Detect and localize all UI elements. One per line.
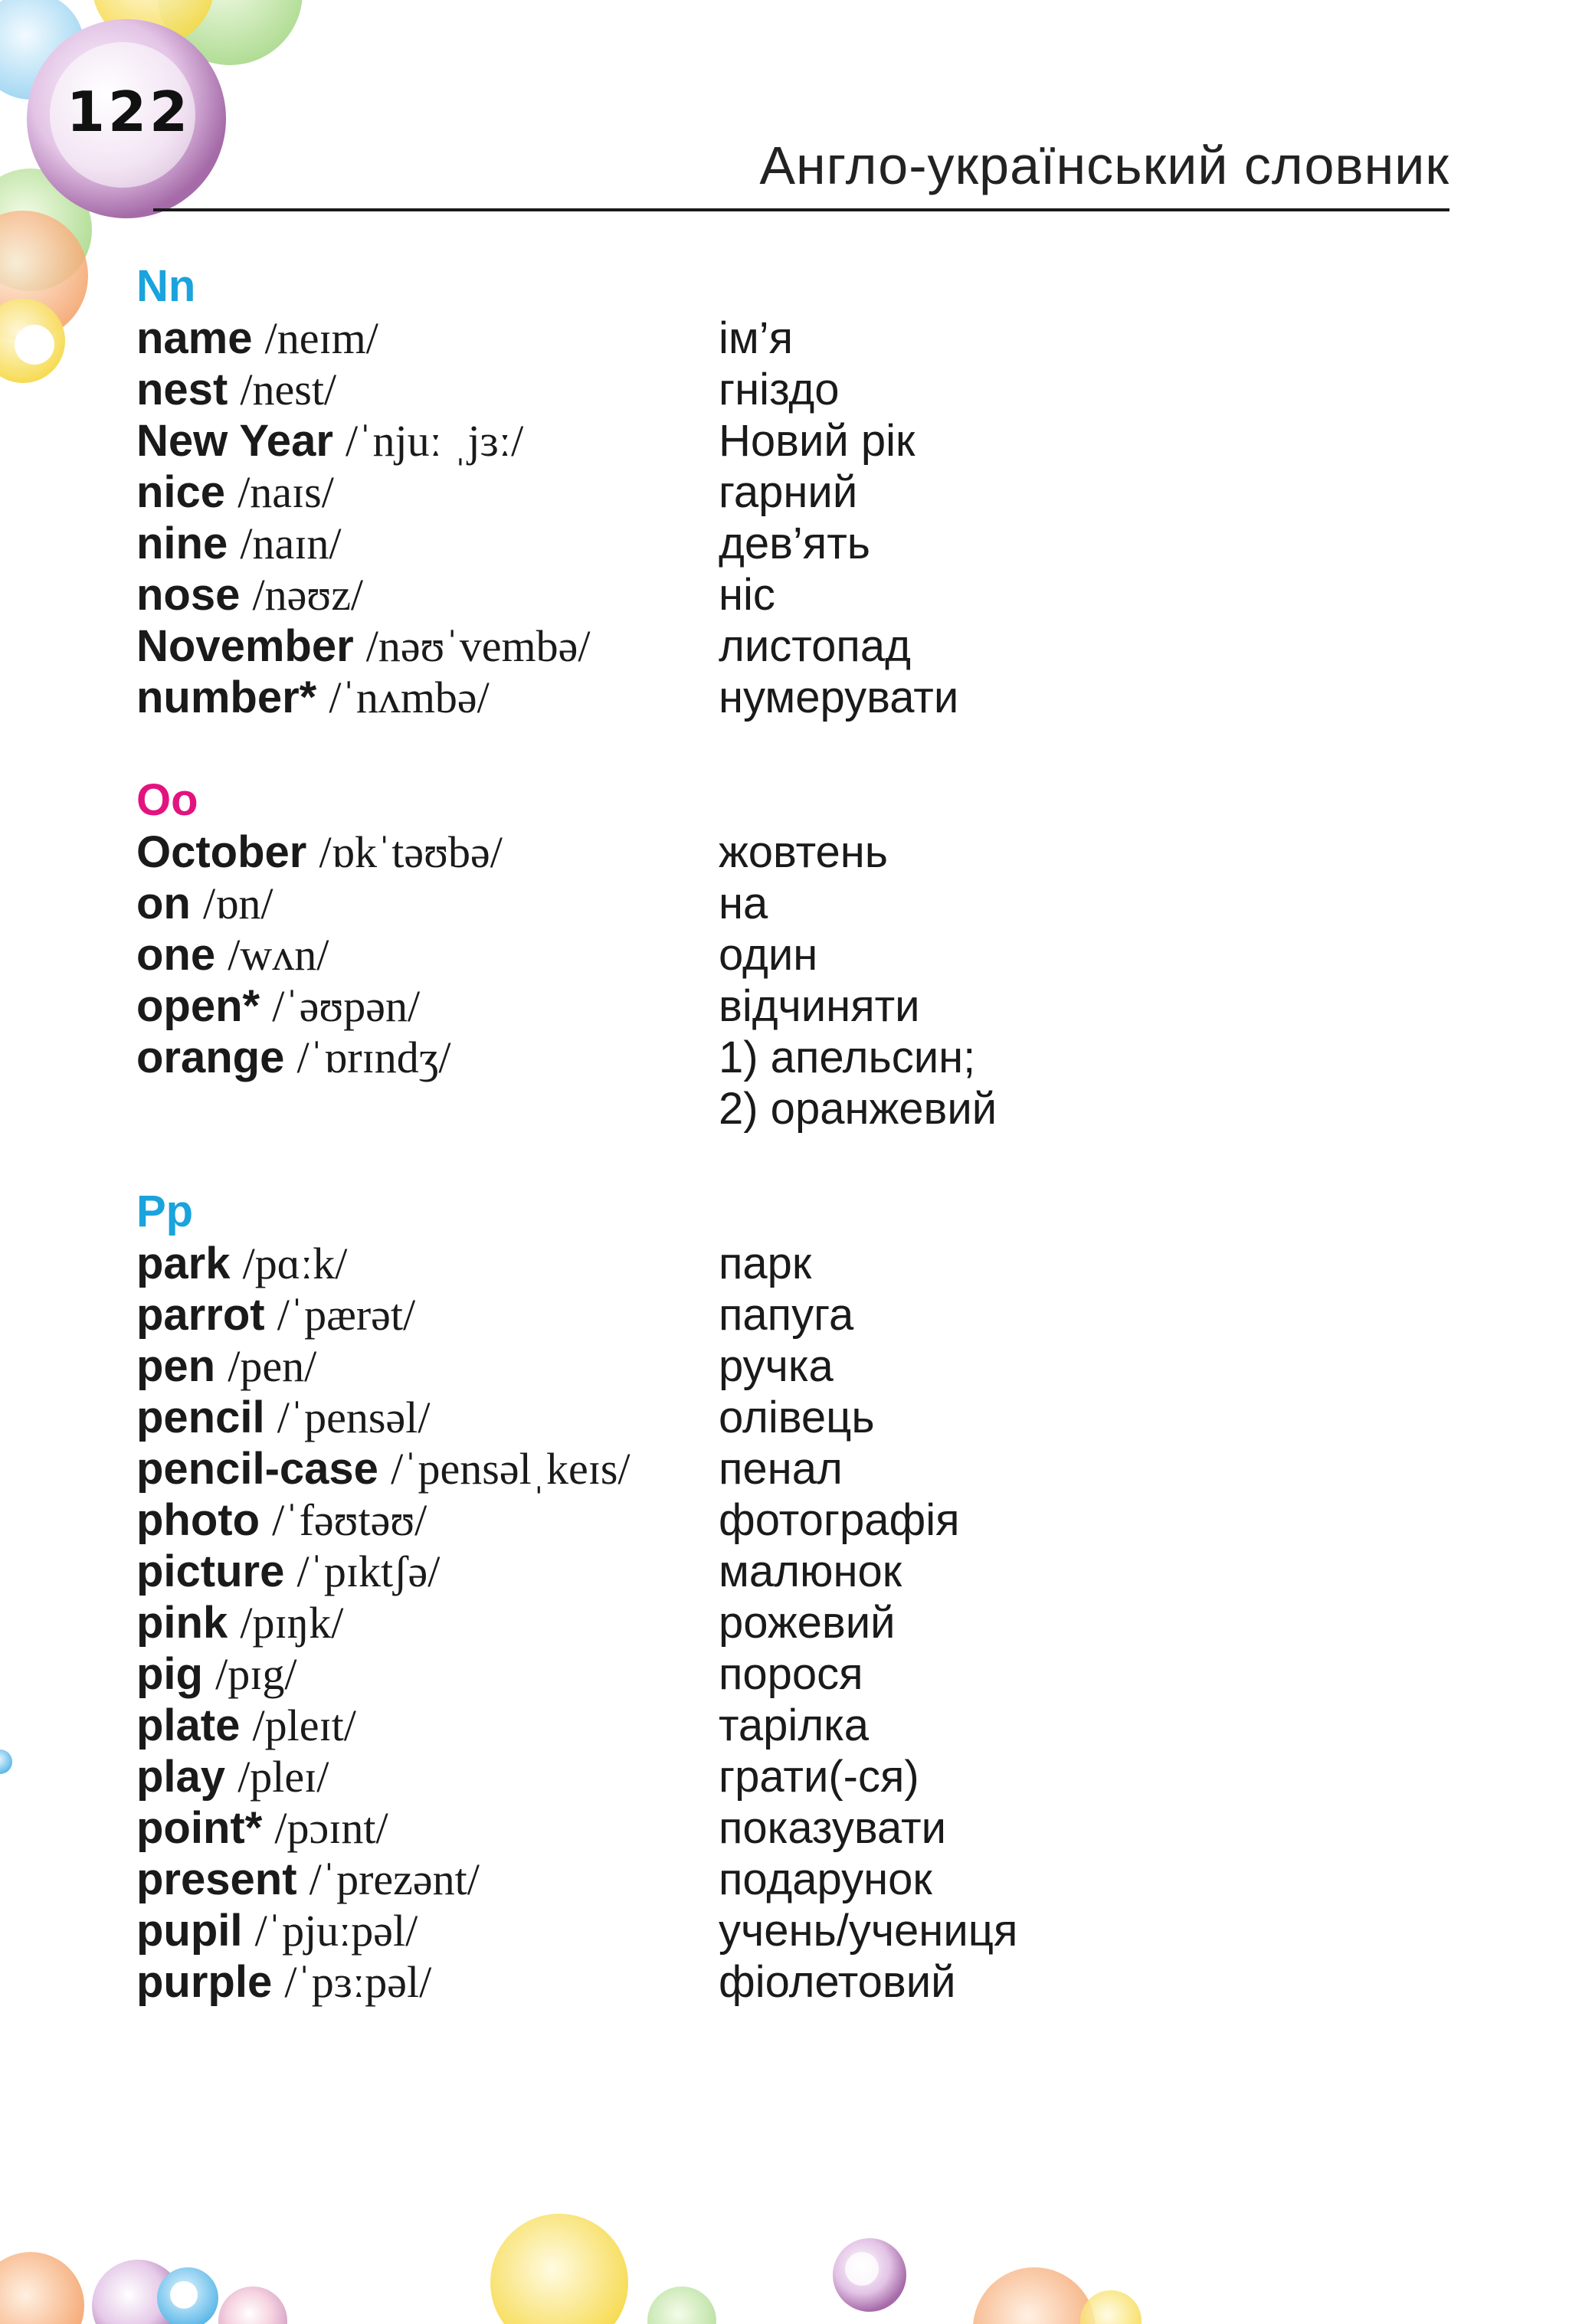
dictionary-entry [136,1751,1439,1802]
entry-translation: тарілка [719,1700,870,1750]
entry-word: one [136,930,216,980]
entry-transcription: /nest/ [240,365,337,414]
entry-word: parrot [136,1290,265,1340]
entry-translation: ім’я [719,313,794,363]
entry-transcription: /nəʊˈvembə/ [365,621,591,671]
entry-english [136,518,719,569]
header-rule [153,208,1449,211]
entry-word: point* [136,1803,263,1853]
entry-transcription: /neɪm/ [264,313,378,363]
entry-transcription: /wʌn/ [228,930,329,980]
dictionary-entry [136,518,1439,569]
dictionary-entry [136,466,1439,518]
entry-translation: гніздо [719,365,840,414]
entry-transcription: /pɪŋk/ [240,1598,344,1648]
dictionary-entry [136,826,1439,878]
entry-word: park [136,1239,231,1288]
entry-english [136,1494,719,1546]
dictionary-entry [136,1443,1439,1494]
entry-transcription: /pleɪt/ [252,1700,356,1750]
entry-transcription: /ˈpjuːpəl/ [254,1906,418,1956]
section-nn [136,260,1439,723]
dictionary-entry [136,1802,1439,1854]
entry-transcription: /ˈfəʊtəʊ/ [272,1495,427,1545]
entry-english [136,1802,719,1854]
entry-translation: ручка [719,1341,834,1391]
entry-english [136,1700,719,1751]
entry-translation: олівець [719,1393,875,1442]
running-title: Англо-український словник [759,136,1449,195]
entry-transcription: /naɪs/ [237,467,334,517]
entry-word: New Year [136,416,333,466]
section-letter: Nn [136,261,196,311]
entry-word: nose [136,570,241,620]
section-letter: Oo [136,775,198,825]
entry-english [136,1392,719,1443]
entry-word: pig [136,1649,203,1699]
entry-translation: Новий рік [719,416,916,466]
section-letter: Pp [136,1187,194,1236]
dictionary-entry [136,672,1439,723]
entry-word: pencil-case [136,1444,378,1494]
entry-word: picture [136,1547,285,1596]
entry-transcription: /ˈprezənt/ [309,1854,480,1904]
entry-translation: показувати [719,1803,946,1853]
entry-translation: один [719,930,818,980]
entry-translation: порося [719,1649,863,1699]
dictionary-entry [136,1494,1439,1546]
entry-transcription: /ɒkˈtəʊbə/ [319,827,503,877]
entry-word: October [136,827,307,877]
dictionary-entry [136,1700,1439,1751]
entry-transcription: /ˈpɜːpəl/ [284,1957,432,2007]
entry-translation: листопад [719,621,911,671]
dictionary-entry [136,1905,1439,1956]
entry-transcription: /ˈpærət/ [277,1290,416,1340]
entry-word: pupil [136,1906,243,1956]
entry-translation: дев’ять [719,519,870,568]
entry-word: pink [136,1598,228,1648]
section-pp [136,1186,1439,2008]
entry-word: plate [136,1700,241,1750]
dictionary-entry [136,878,1439,929]
entry-english [136,980,719,1032]
dictionary-entry [136,569,1439,620]
entry-word: pen [136,1341,216,1391]
entry-word: on [136,879,191,928]
entry-translation: малюнок [719,1547,902,1596]
entry-english [136,466,719,518]
entry-english [136,672,719,723]
entry-english [136,1289,719,1340]
entry-word: photo [136,1495,260,1545]
entry-translation: парк [719,1239,812,1288]
entry-translation: грати(-ся) [719,1752,919,1802]
entry-english [136,1956,719,2008]
page-number: 122 [66,80,192,144]
dictionary-entry [136,620,1439,672]
entry-transcription: /ˈpensəl/ [277,1393,431,1442]
entry-english [136,313,719,364]
entry-translation: нумерувати [719,673,959,722]
entry-transcription: /pɔɪnt/ [274,1803,388,1853]
entry-english [136,1546,719,1597]
section-oo [136,774,1439,1134]
dictionary-entry [136,364,1439,415]
entry-transcription: /pɪg/ [215,1649,297,1699]
entry-english [136,878,719,929]
entry-english [136,1238,719,1289]
entry-english [136,1032,719,1134]
entry-transcription: /ˈɒrɪndʒ/ [296,1033,451,1082]
entry-english [136,569,719,620]
entry-translation: фотографія [719,1495,960,1545]
entry-transcription: /pleɪ/ [237,1752,329,1802]
entry-english [136,415,719,466]
entry-english [136,826,719,878]
entry-word: name [136,313,253,363]
entry-translation: гарний [719,467,858,517]
entry-word: orange [136,1033,285,1082]
entry-translation: пенал [719,1444,843,1494]
dictionary-entry [136,1597,1439,1648]
entry-word: number* [136,673,317,722]
entry-translation: папуга [719,1290,854,1340]
entry-transcription: /ɒn/ [202,879,274,928]
dictionary-entry [136,415,1439,466]
entry-translation: учень/учениця [719,1906,1018,1956]
dictionary-entry [136,1392,1439,1443]
entry-word: present [136,1854,297,1904]
entry-translation: фіолетовий [719,1957,956,2007]
dictionary-entry [136,1340,1439,1392]
entry-word: nest [136,365,228,414]
dictionary-entry [136,1854,1439,1905]
dictionary-entry [136,313,1439,364]
entry-english [136,1597,719,1648]
entry-word: nine [136,519,228,568]
entry-transcription: /nəʊz/ [252,570,364,620]
entry-word: purple [136,1957,273,2007]
entry-word: nice [136,467,226,517]
entry-transcription: /ˈnʌmbə/ [329,673,490,722]
entry-english [136,1443,719,1494]
entry-english [136,929,719,980]
entry-english [136,1854,719,1905]
dictionary-entry [136,1289,1439,1340]
dictionary-entry [136,929,1439,980]
entry-english [136,1340,719,1392]
entry-translation: подарунок [719,1854,932,1904]
entry-english [136,364,719,415]
entry-translation: ніс [719,570,775,620]
entry-translation: 1) апельсин; 2) оранжевий [719,1033,997,1134]
dictionary-entry [136,1956,1439,2008]
entry-transcription: /ˈpɪktʃə/ [296,1547,441,1596]
entry-translation: відчиняти [719,981,920,1031]
entry-word: play [136,1752,226,1802]
entry-word: open* [136,981,260,1031]
dictionary-entry [136,1546,1439,1597]
entry-english [136,1751,719,1802]
dictionary-content [136,260,1439,2059]
entry-word: pencil [136,1393,265,1442]
dictionary-entry [136,1648,1439,1700]
entry-transcription: /naɪn/ [240,519,342,568]
entry-transcription: /pen/ [228,1341,317,1391]
entry-transcription: /pɑːk/ [242,1239,348,1288]
dictionary-entry [136,980,1439,1032]
entry-english [136,620,719,672]
entry-translation: жовтень [719,827,889,877]
entry-transcription: /ˈpensəlˌkeɪs/ [391,1444,631,1494]
entry-translation: рожевий [719,1598,896,1648]
entry-transcription: /ˈnjuː ˌjɜː/ [346,416,524,466]
entry-english [136,1905,719,1956]
dictionary-entry [136,1238,1439,1289]
entry-word: November [136,621,354,671]
entry-transcription: /ˈəʊpən/ [272,981,421,1031]
entry-english [136,1648,719,1700]
dictionary-entry [136,1032,1439,1134]
entry-translation: на [719,879,768,928]
